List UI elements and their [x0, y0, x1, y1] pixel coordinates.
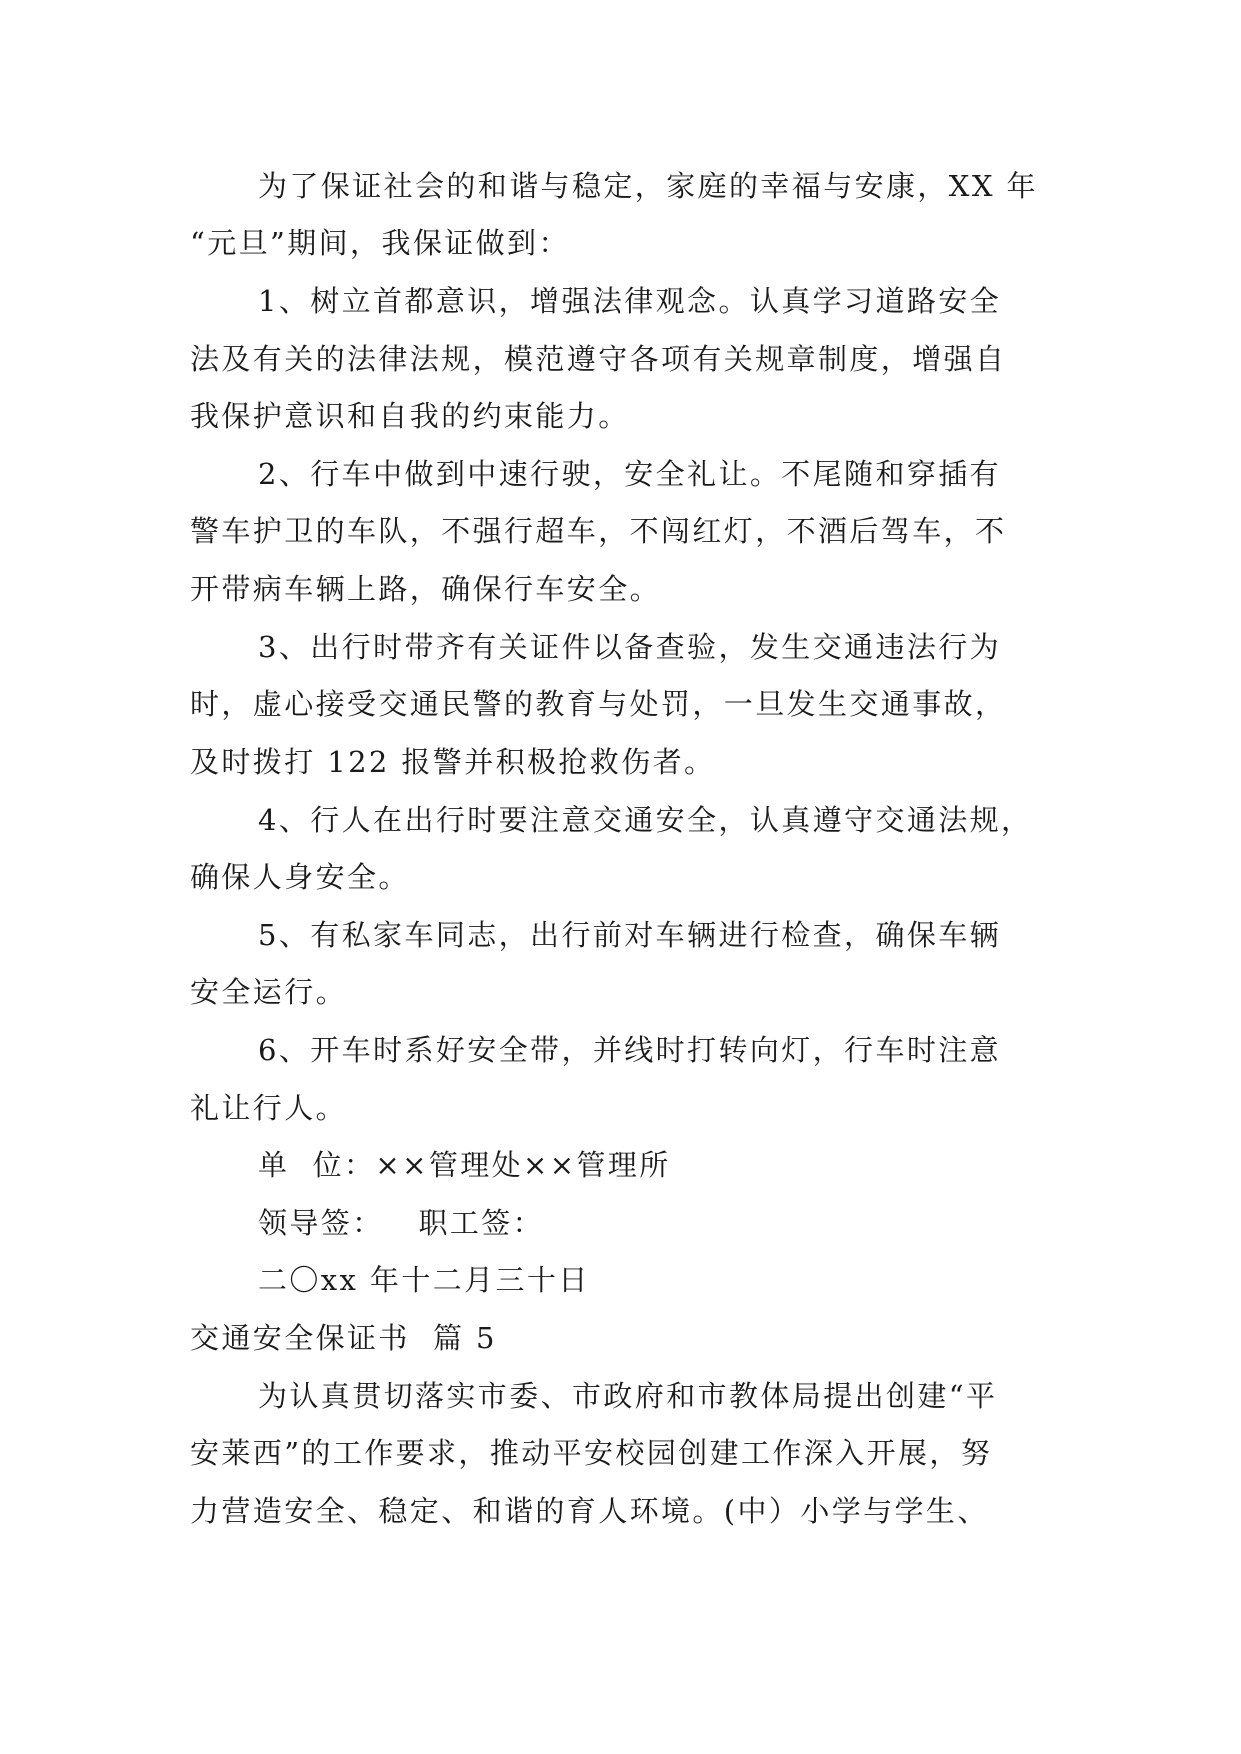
- item-2-line: 警车护卫的车队，不强行超车，不闯红灯，不酒后驾车，不: [190, 514, 1007, 548]
- item-3-line: 3、出行时带齐有关证件以备查验，发生交通违法行为: [258, 630, 1002, 664]
- unit-line: 单 位：××管理处××管理所: [258, 1148, 671, 1182]
- item-5-line: 5、有私家车同志，出行前对车辆进行检查，确保车辆: [258, 918, 1002, 952]
- paragraph-section5-line: 力营造安全、稳定、和谐的育人环境。(中）小学与学生、: [190, 1494, 989, 1528]
- item-3-line: 时，虚心接受交通民警的教育与处罚，一旦发生交通事故，: [190, 687, 1007, 721]
- item-3-line: 及时拨打 122 报警并积极抢救伤者。: [190, 745, 716, 779]
- paragraph-section5-line: 安莱西”的工作要求，推动平安校园创建工作深入开展，努: [190, 1436, 993, 1470]
- item-4-line: 4、行人在出行时要注意交通安全，认真遵守交通法规，: [258, 803, 1033, 837]
- paragraph-intro-line: “元旦”期间，我保证做到：: [190, 226, 570, 260]
- item-4-line: 确保人身安全。: [190, 860, 410, 894]
- item-5-line: 安全运行。: [190, 975, 348, 1009]
- item-6-line: 礼让行人。: [190, 1091, 348, 1125]
- section-heading: 交通安全保证书 篇 5: [190, 1321, 497, 1355]
- item-1-line: 我保护意识和自我的约束能力。: [190, 399, 630, 433]
- item-6-line: 6、开车时系好安全带，并线时打转向灯，行车时注意: [258, 1033, 1002, 1067]
- date-line: 二〇xx 年十二月三十日: [258, 1263, 590, 1297]
- signature-line: 领导签： 职工签：: [258, 1206, 545, 1240]
- paragraph-intro-line: 为了保证社会的和谐与稳定，家庭的幸福与安康，XX 年: [258, 169, 1038, 203]
- item-2-line: 开带病车辆上路，确保行车安全。: [190, 572, 662, 606]
- item-2-line: 2、行车中做到中速行驶，安全礼让。不尾随和穿插有: [258, 457, 1002, 491]
- item-1-line: 法及有关的法律法规，模范遵守各项有关规章制度，增强自: [190, 342, 1007, 376]
- paragraph-section5-line: 为认真贯切落实市委、市政府和市教体局提出创建“平: [258, 1379, 998, 1413]
- item-1-line: 1、树立首都意识，增强法律观念。认真学习道路安全: [258, 284, 1002, 318]
